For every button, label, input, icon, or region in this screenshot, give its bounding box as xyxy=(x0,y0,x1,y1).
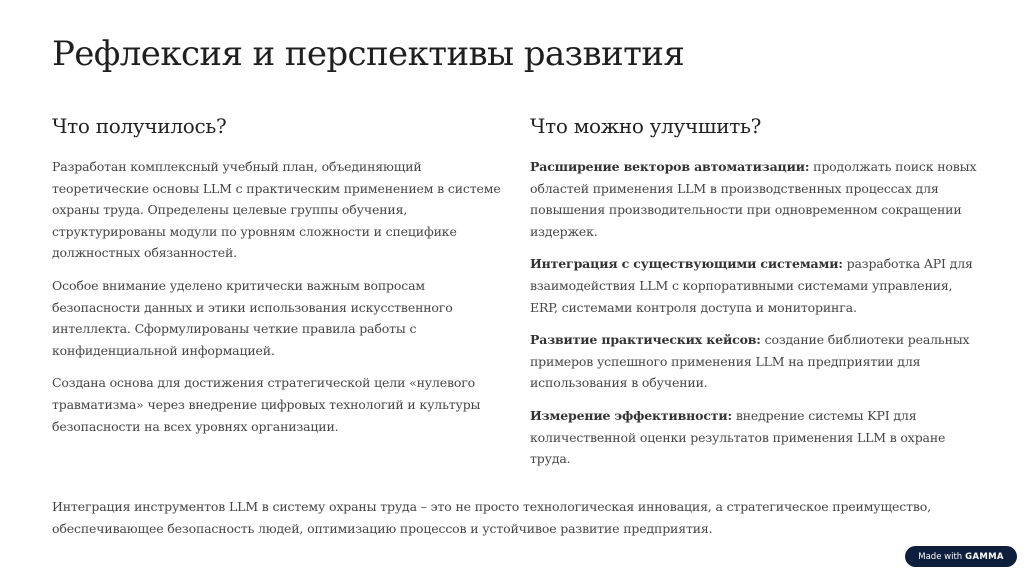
gamma-logo: GAMMA xyxy=(965,551,1004,562)
improvement-text: продолжать поиск новых областей применения LLM в производственных процессах для повышения производительности при одновременном сокращении издержек. xyxy=(530,159,977,239)
improvements-heading: Что можно улучшить? xyxy=(530,114,762,138)
achievement-paragraph: Создана основа для достижения стратегической цели «нулевого травматизма» через внедрение цифровых технологий и культуры безопасности на всех уровнях организации. xyxy=(52,375,481,434)
column-achievements xyxy=(52,114,502,448)
improvement-lead: Измерение эффективности: xyxy=(530,407,732,423)
made-with-gamma-badge[interactable] xyxy=(905,546,1017,567)
achievements-heading: Что получилось? xyxy=(52,114,227,138)
improvement-text: создание библиотеки реальных примеров успешного применения LLM на предприятии для использования в обучении. xyxy=(530,332,970,391)
achievement-paragraph: Особое внимание уделено критически важным вопросам безопасности данных и этики использования искусственного интеллекта. Сформулированы четкие правила работы с конфиденциальной информацией. xyxy=(52,277,453,358)
improvement-item xyxy=(530,156,980,242)
improvement-lead: Развитие практических кейсов: xyxy=(530,332,761,348)
achievement-paragraph: Разработан комплексный учебный план, объединяющий теоретические основы LLM с практическим применением в системе охраны труда. Определены целевые группы обучения, структурированы модули по уровням сложности и специфике должностных обязанностей. xyxy=(52,159,501,261)
page-title: Рефлексия и перспективы развития xyxy=(52,34,685,74)
improvement-item xyxy=(530,253,980,318)
badge-prefix: Made with xyxy=(918,551,963,562)
improvement-item xyxy=(530,329,980,394)
improvement-text: внедрение системы KPI для количественной оценки результатов применения LLM в охране труда. xyxy=(530,407,946,467)
column-improvements xyxy=(530,114,980,481)
improvement-lead: Интеграция с существующими системами: xyxy=(530,256,843,272)
improvement-item xyxy=(530,405,980,470)
improvement-text: разработка API для взаимодействия LLM с корпоративными системами управления, ERP, системами контроля доступа и мониторинга. xyxy=(530,256,973,315)
conclusion-text: Интеграция инструментов LLM в систему охраны труда – это не просто технологическая инновация, а стратегическое преимущество, обеспечивающее безопасность людей, оптимизацию процессов и устойчивое развитие предприятия. xyxy=(52,499,931,536)
improvement-lead: Расширение векторов автоматизации: xyxy=(530,159,810,174)
